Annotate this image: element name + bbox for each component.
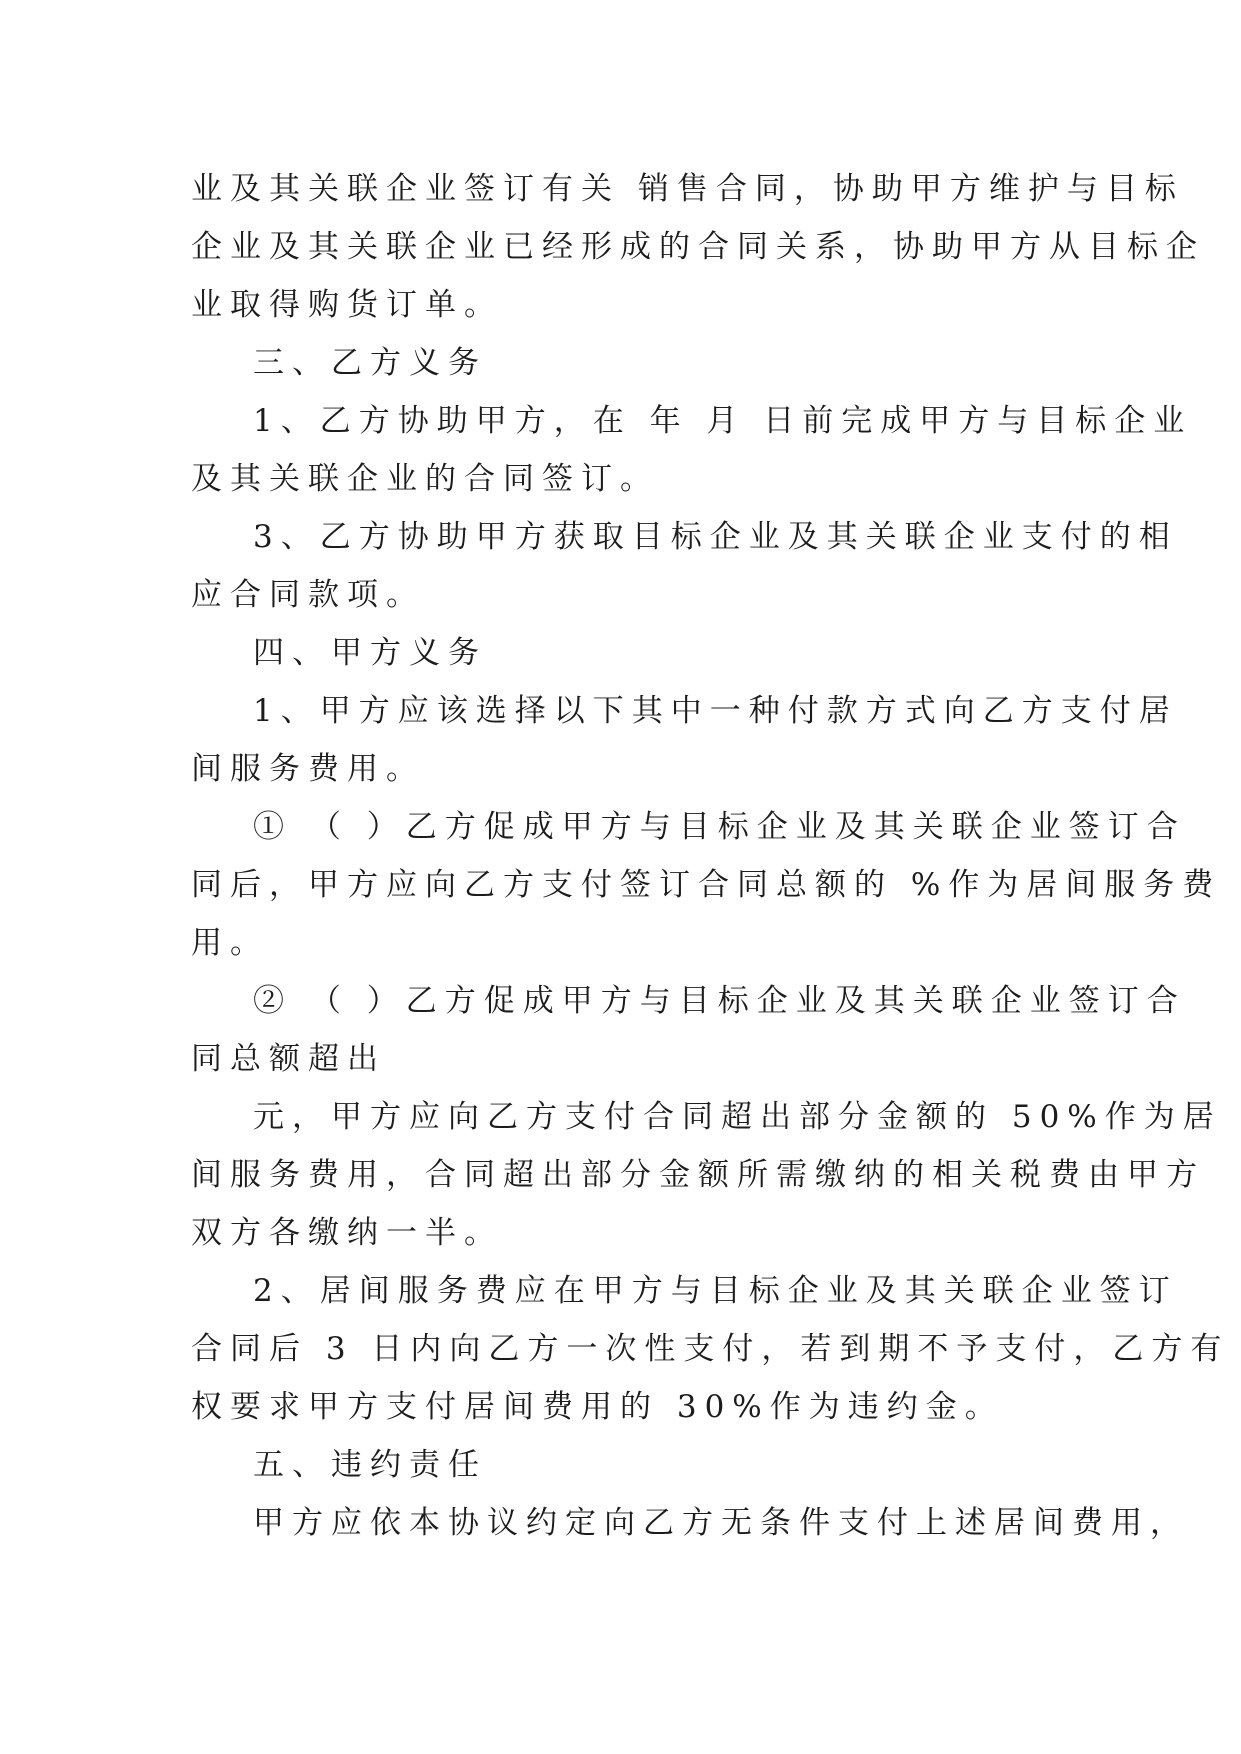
text-line: 2、居间服务费应在甲方与目标企业及其关联企业签订 xyxy=(253,1273,1178,1309)
text-line: 1、甲方应该选择以下其中一种付款方式向乙方支付居 xyxy=(253,693,1178,729)
text-line: 用。 xyxy=(191,925,269,961)
text-line: 双方各缴纳一半。 xyxy=(191,1215,503,1251)
text-line: 业取得购货订单。 xyxy=(191,287,503,323)
text-line: 同后，甲方应向乙方支付签订合同总额的 %作为居间服务费 xyxy=(191,867,1222,903)
text-line: 权要求甲方支付居间费用的 30%作为违约金。 xyxy=(191,1389,1004,1425)
text-line: ① （ ）乙方促成甲方与目标企业及其关联企业签订合 xyxy=(253,809,1186,845)
text-line: 元，甲方应向乙方支付合同超出部分金额的 50%作为居 xyxy=(253,1099,1222,1135)
section-heading-liability: 五、违约责任 xyxy=(253,1447,487,1483)
text-line: 3、乙方协助甲方获取目标企业及其关联企业支付的相 xyxy=(253,519,1178,555)
text-line: 及其关联企业的合同签订。 xyxy=(191,461,659,497)
text-line: 间服务费用。 xyxy=(191,751,425,787)
text-line: 业及其关联企业签订有关 销售合同，协助甲方维护与目标 xyxy=(191,171,1184,207)
text-line: 合同后 3 日内向乙方一次性支付，若到期不予支付，乙方有 xyxy=(191,1331,1230,1367)
text-line: 同总额超出 xyxy=(191,1041,386,1077)
text-line: 企业及其关联企业已经形成的合同关系，协助甲方从目标企 xyxy=(191,229,1205,265)
text-line: 应合同款项。 xyxy=(191,577,425,613)
text-line: 间服务费用，合同超出部分金额所需缴纳的相关税费由甲方 xyxy=(191,1157,1205,1193)
document-body xyxy=(191,160,1230,1552)
section-heading-party-a-obligations: 四、甲方义务 xyxy=(253,635,487,671)
text-line: ② （ ）乙方促成甲方与目标企业及其关联企业签订合 xyxy=(253,983,1186,1019)
section-heading-party-b-obligations: 三、乙方义务 xyxy=(253,345,487,381)
text-line: 甲方应依本协议约定向乙方无条件支付上述居间费用， xyxy=(253,1505,1189,1541)
text-line: 1、乙方协助甲方，在 年 月 日前完成甲方与目标企业 xyxy=(253,403,1193,439)
